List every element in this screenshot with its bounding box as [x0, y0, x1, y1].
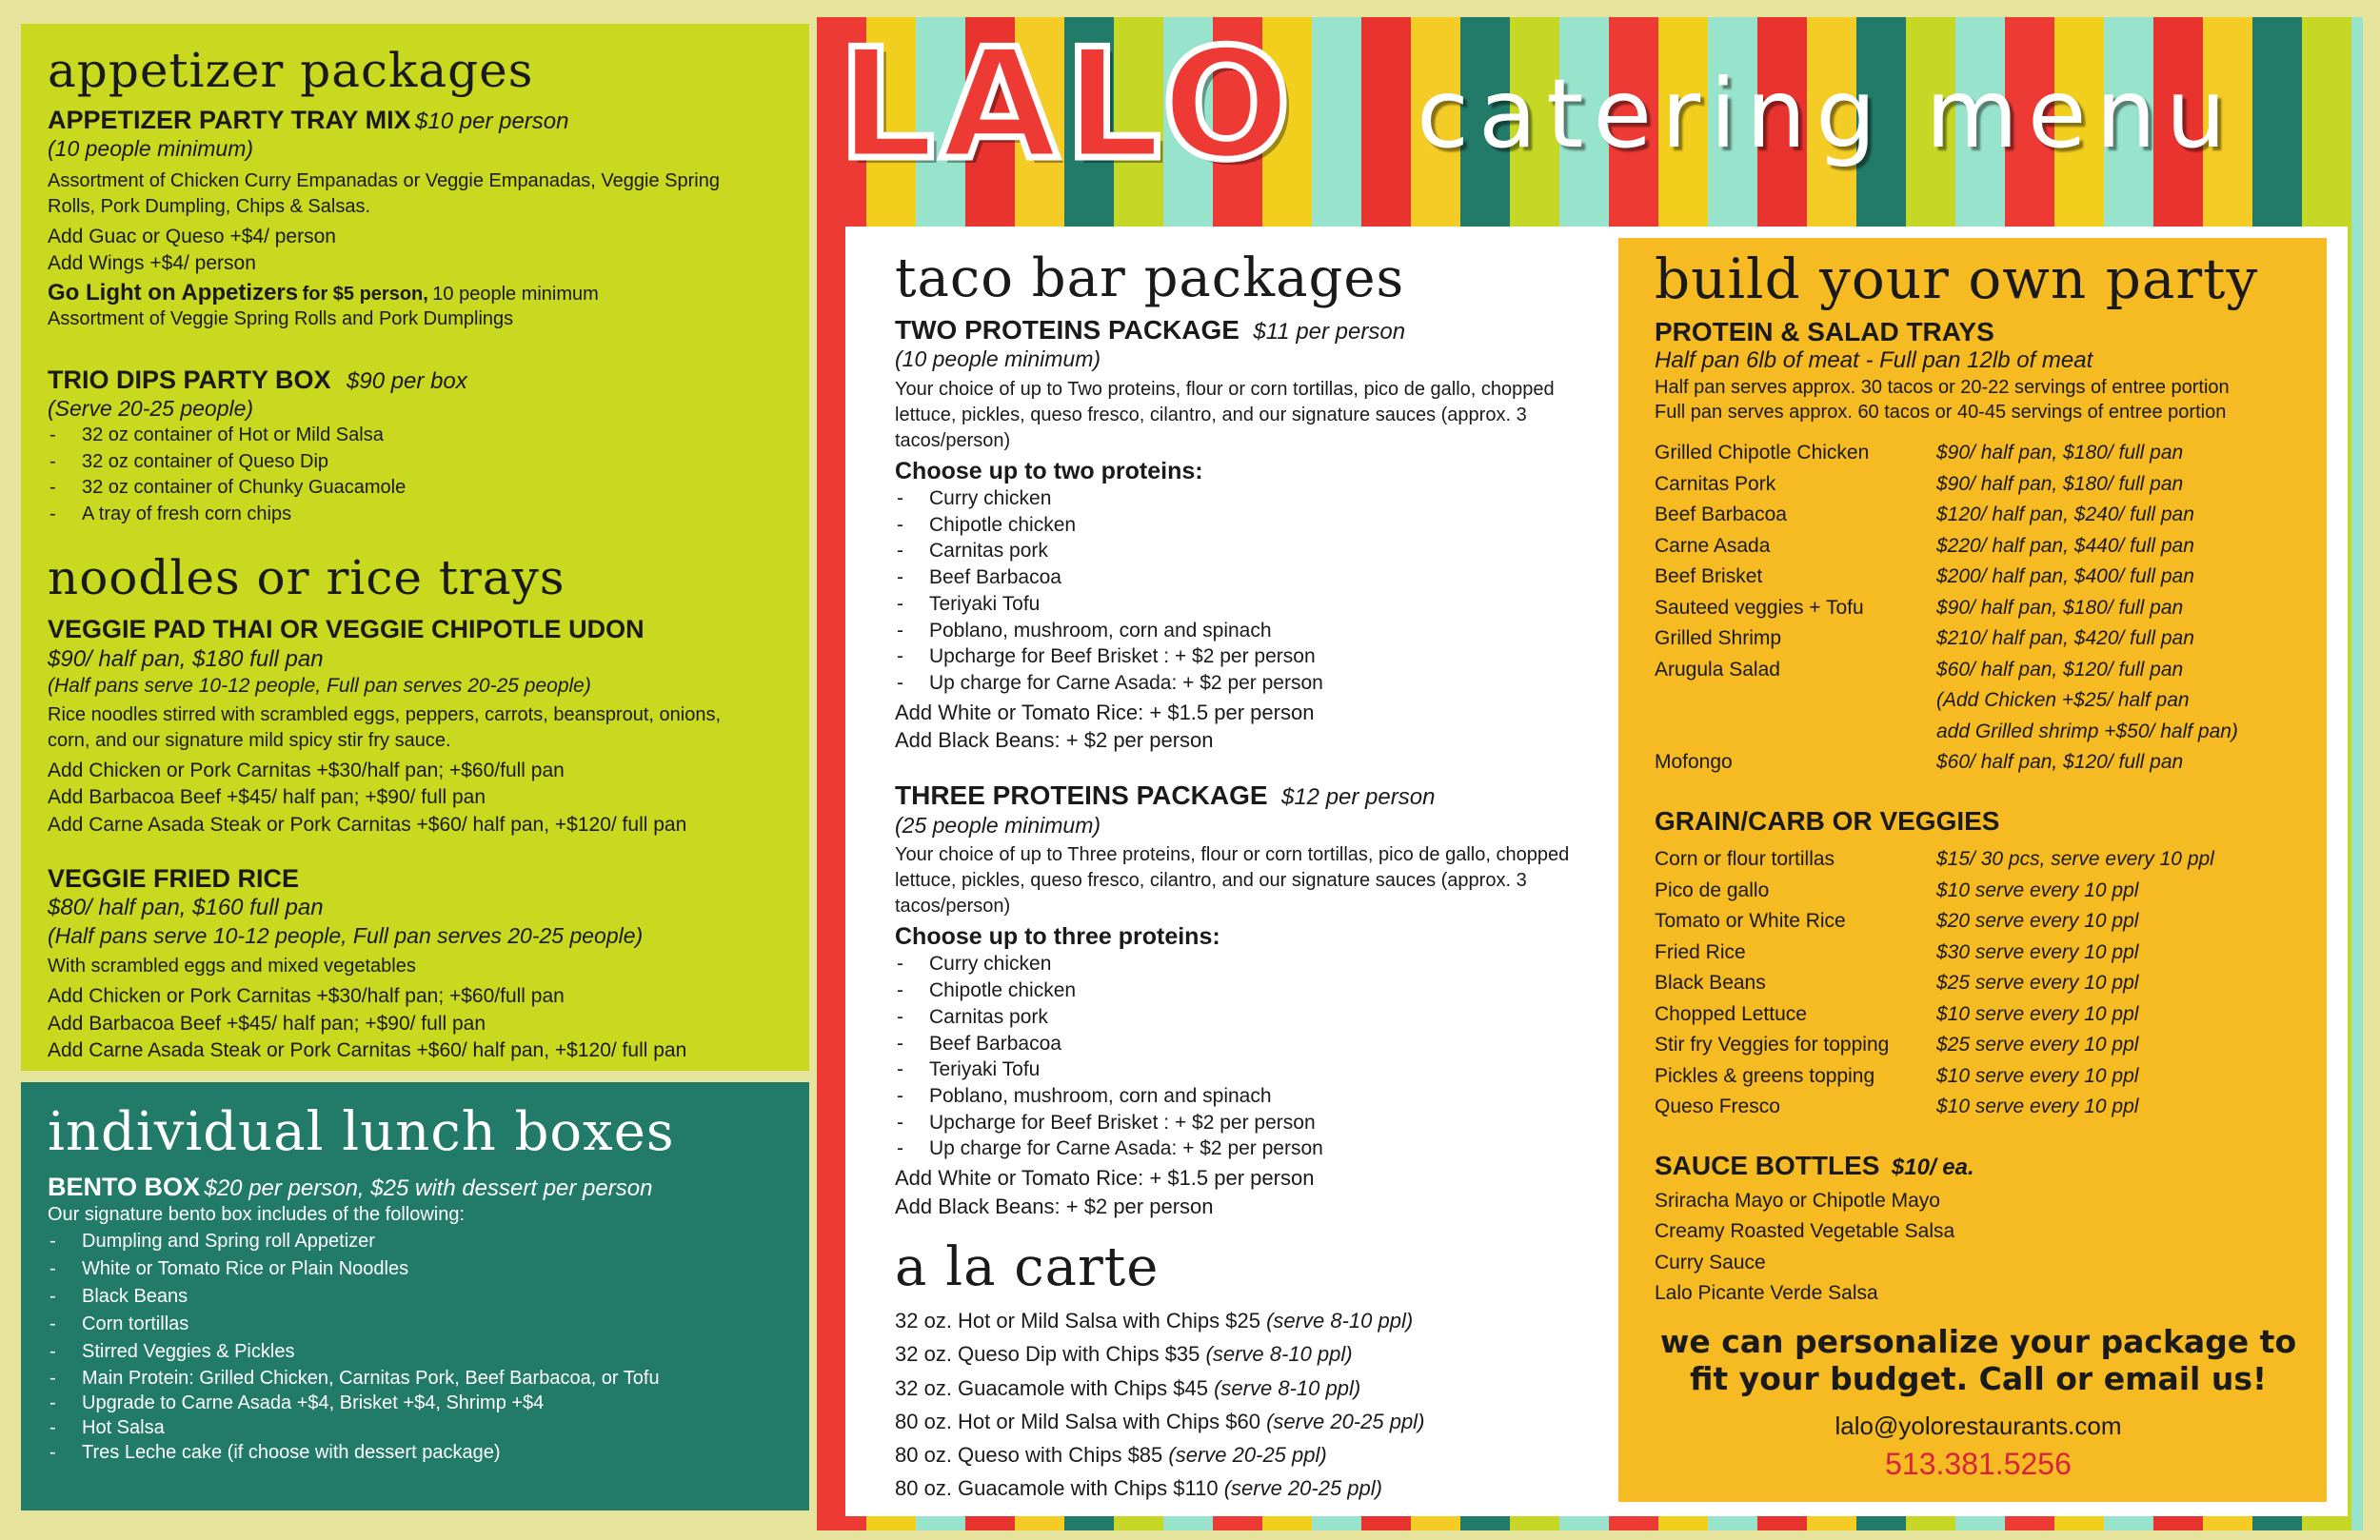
- list-item: - Teriyaki Tofu: [895, 1056, 1590, 1083]
- list-item: Lalo Picante Verde Salsa: [1655, 1282, 1878, 1305]
- list-item: - Carnitas pork: [895, 538, 1590, 564]
- list-item: - Upcharge for Beef Brisket : + $2 per person: [895, 1110, 1590, 1136]
- table-row: Pico de gallo $10 serve every 10 ppl: [1655, 879, 2139, 901]
- two-proteins-min: (10 people minimum): [895, 346, 1101, 372]
- trays-note-full: Full pan serves approx. 60 tacos or 40-45 servings of entree portion: [1655, 402, 2227, 424]
- padthai-serve: (Half pans serve 10-12 people, Full pan serves 20-25 people): [48, 674, 591, 697]
- grain-table: [1655, 844, 2302, 1123]
- appetizer-tray-minimum: (10 people minimum): [48, 136, 254, 162]
- list-item: - Poblano, mushroom, corn and spinach: [895, 1083, 1590, 1110]
- trays-sub: Half pan 6lb of meat - Full pan 12lb of meat: [1655, 347, 2093, 374]
- trio-list: [48, 423, 783, 527]
- list-item: Curry Sauce: [1655, 1251, 1766, 1273]
- three-proteins-desc: Your choice of up to Three proteins, flour or corn tortillas, pico de gallo, chopped lettuce, pickles, queso fresco, cilantro, and our signature sauces (approx. 3 tacos/person): [895, 844, 1570, 918]
- promo-line-2: fit your budget. Call or email us!: [1689, 1360, 2268, 1398]
- list-item: - Upgrade to Carne Asada +$4, Brisket +$4, Shrimp +$4: [48, 1391, 783, 1415]
- list-item: - Chipotle chicken: [895, 977, 1590, 1004]
- list-item: - Carnitas pork: [895, 1004, 1590, 1031]
- lunch-boxes-panel: [21, 1082, 809, 1510]
- sauce-list: [1655, 1186, 2302, 1310]
- rice-add-barbacoa: Add Barbacoa Beef +$45/ half pan; +$90/ full pan: [48, 1012, 486, 1035]
- lunch-heading: individual lunch boxes: [48, 1101, 675, 1163]
- trays-note-half: Half pan serves approx. 30 tacos or 20-22 servings of entree portion: [1655, 377, 2230, 399]
- rice-price: $80/ half pan, $160 full pan: [48, 895, 324, 921]
- list-item: - Tres Leche cake (if choose with dessert package): [48, 1440, 783, 1465]
- list-item: - 32 oz container of Chunky Guacamole: [48, 475, 783, 502]
- table-row: Mofongo $60/ half pan, $120/ full pan: [1655, 751, 2184, 774]
- rice-add-asada: Add Carne Asada Steak or Pork Carnitas +$60/ half pan, +$120/ full pan: [48, 1038, 687, 1061]
- sauce-title: SAUCE BOTTLES: [1655, 1150, 1880, 1180]
- table-row: Stir fry Veggies for topping $25 serve every 10 ppl: [1655, 1034, 2139, 1056]
- three-add-rice: Add White or Tomato Rice: + $1.5 per person: [895, 1166, 1315, 1191]
- list-item: - White or Tomato Rice or Plain Noodles: [48, 1255, 783, 1283]
- list-item: - Chipotle chicken: [895, 512, 1590, 539]
- golight-desc: Assortment of Veggie Spring Rolls and Pork Dumplings: [48, 307, 514, 329]
- build-party-section: [1655, 249, 2302, 1482]
- list-item: 32 oz. Hot or Mild Salsa with Chips $25 (serve 8-10 ppl): [895, 1309, 1414, 1333]
- list-item: - Beef Barbacoa: [895, 564, 1590, 591]
- two-proteins-list: [895, 485, 1590, 697]
- addon-wings: Add Wings +$4/ person: [48, 252, 256, 275]
- list-item: - Black Beans: [48, 1283, 783, 1311]
- appetizer-noodles-panel: [21, 24, 809, 1071]
- golight-min: 10 people minimum: [432, 283, 599, 305]
- catering-menu-title: catering menu: [1417, 58, 2236, 169]
- bento-list: [48, 1228, 783, 1465]
- taco-heading: taco bar packages: [895, 247, 1405, 309]
- three-proteins-list: [895, 951, 1590, 1162]
- three-proteins-min: (25 people minimum): [895, 812, 1101, 838]
- list-item: - Poblano, mushroom, corn and spinach: [895, 618, 1590, 644]
- three-proteins-choose: Choose up to three proteins:: [895, 923, 1220, 951]
- bento-header: [48, 1172, 783, 1202]
- bento-desc: Our signature bento box includes of the following:: [48, 1203, 466, 1225]
- table-row: Grilled Chipotle Chicken $90/ half pan, $180/ full pan: [1655, 442, 2184, 464]
- rice-title: VEGGIE FRIED RICE: [48, 864, 300, 894]
- two-proteins-title: TWO PROTEINS PACKAGE: [895, 314, 1240, 345]
- trio-header: [48, 365, 783, 395]
- rice-desc: With scrambled eggs and mixed vegetables: [48, 956, 416, 977]
- golight-line: [48, 280, 783, 306]
- bento-price: $20 per person, $25 with dessert per person: [204, 1175, 653, 1201]
- taco-bar-section: [895, 249, 1590, 1505]
- contact-email[interactable]: lalo@yolorestaurants.com: [1835, 1411, 2122, 1440]
- list-item: - Up charge for Carne Asada: + $2 per person: [895, 1135, 1590, 1162]
- table-row: Pickles & greens topping $10 serve every 10 ppl: [1655, 1064, 2139, 1087]
- table-row: Carnitas Pork $90/ half pan, $180/ full pan: [1655, 472, 2184, 495]
- party-heading: build your own party: [1655, 247, 2259, 311]
- grain-title: GRAIN/CARB OR VEGGIES: [1655, 805, 2000, 836]
- padthai-price: $90/ half pan, $180 full pan: [48, 645, 324, 672]
- list-item: 80 oz. Queso with Chips $85 (serve 20-25 ppl): [895, 1442, 1327, 1467]
- list-item: - 32 oz container of Queso Dip: [48, 449, 783, 476]
- two-proteins-choose: Choose up to two proteins:: [895, 457, 1203, 484]
- list-item: - Beef Barbacoa: [895, 1031, 1590, 1057]
- list-item: - A tray of fresh corn chips: [48, 502, 783, 528]
- trio-title: TRIO DIPS PARTY BOX: [48, 365, 331, 394]
- three-proteins-header: [895, 780, 1590, 812]
- table-row: Fried Rice $30 serve every 10 ppl: [1655, 940, 2139, 963]
- list-item: - Dumpling and Spring roll Appetizer: [48, 1228, 783, 1255]
- list-item: - Corn tortillas: [48, 1311, 783, 1338]
- three-proteins-price: $12 per person: [1280, 784, 1436, 811]
- trays-table: [1655, 438, 2302, 779]
- list-item: - 32 oz container of Hot or Mild Salsa: [48, 423, 783, 449]
- list-item: 32 oz. Guacamole with Chips $45 (serve 8-10 ppl): [895, 1375, 1361, 1400]
- promo-line-1: we can personalize your package to: [1659, 1322, 2297, 1360]
- table-row: Sauteed veggies + Tofu $90/ half pan, $180/ full pan: [1655, 596, 2184, 619]
- trio-price: $90 per box: [347, 367, 467, 394]
- addon-guac: Add Guac or Queso +$4/ person: [48, 226, 336, 248]
- list-item: - Curry chicken: [895, 485, 1590, 512]
- table-row: Tomato or White Rice $20 serve every 10 ppl: [1655, 910, 2139, 933]
- list-item: Sriracha Mayo or Chipotle Mayo: [1655, 1189, 1940, 1212]
- list-item: - Main Protein: Grilled Chicken, Carnitas Pork, Beef Barbacoa, or Tofu: [48, 1366, 783, 1391]
- table-row: Arugula Salad $60/ half pan, $120/ full pan: [1655, 658, 2184, 681]
- carte-heading: a la carte: [895, 1235, 1160, 1298]
- trio-serve: (Serve 20-25 people): [48, 396, 254, 422]
- rice-serve: (Half pans serve 10-12 people, Full pan serves 20-25 people): [48, 923, 644, 949]
- appetizer-tray-desc: Assortment of Chicken Curry Empanadas or Veggie Empanadas, Veggie Spring Rolls, Pork Dumpling, Chips & Salsas.: [48, 170, 720, 218]
- promo-text: [1655, 1323, 2302, 1398]
- three-proteins-title: THREE PROTEINS PACKAGE: [895, 780, 1268, 811]
- noodles-heading: noodles or rice trays: [48, 550, 565, 606]
- two-add-beans: Add Black Beans: + $2 per person: [895, 728, 1214, 753]
- table-row: Beef Brisket $200/ half pan, $400/ full pan: [1655, 565, 2194, 588]
- list-item: 80 oz. Hot or Mild Salsa with Chips $60 (serve 20-25 ppl): [895, 1409, 1425, 1433]
- padthai-desc: Rice noodles stirred with scrambled eggs, peppers, carrots, beansprout, onions, corn, and our signature mild spicy stir fry sauce.: [48, 703, 722, 751]
- padthai-title: VEGGIE PAD THAI OR VEGGIE CHIPOTLE UDON: [48, 615, 645, 644]
- list-item: 32 oz. Queso Dip with Chips $35 (serve 8-10 ppl): [895, 1342, 1353, 1367]
- carte-list: [895, 1304, 1590, 1505]
- padthai-add-barbacoa: Add Barbacoa Beef +$45/ half pan; +$90/ full pan: [48, 786, 486, 809]
- table-row: Carne Asada $220/ half pan, $440/ full pan: [1655, 534, 2194, 557]
- two-add-rice: Add White or Tomato Rice: + $1.5 per person: [895, 700, 1315, 724]
- appetizer-tray-price: $10 per person: [415, 109, 569, 134]
- appetizer-tray-header: [48, 105, 783, 135]
- trays-title: PROTEIN & SALAD TRAYS: [1655, 316, 1994, 346]
- two-proteins-desc: Your choice of up to Two proteins, flour or corn tortillas, pico de gallo, chopped lettuce, pickles, queso fresco, cilantro, and our signature sauces (approx. 3 tacos/person): [895, 378, 1555, 451]
- two-proteins-price: $11 per person: [1253, 318, 1406, 345]
- bento-title: BENTO BOX: [48, 1172, 201, 1201]
- list-item: - Curry chicken: [895, 951, 1590, 977]
- lalo-logo: LALO: [838, 15, 1298, 193]
- list-item: - Up charge for Carne Asada: + $2 per person: [895, 670, 1590, 697]
- padthai-add-asada: Add Carne Asada Steak or Pork Carnitas +$60/ half pan, +$120/ full pan: [48, 813, 687, 836]
- list-item: 80 oz. Guacamole with Chips $110 (serve 20-25 ppl): [895, 1476, 1382, 1501]
- table-row: add Grilled shrimp +$50/ half pan): [1936, 720, 2238, 742]
- two-proteins-header: [895, 314, 1590, 346]
- sauce-price: $10/ ea.: [1891, 1154, 1974, 1180]
- table-row: Beef Barbacoa $120/ half pan, $240/ full pan: [1655, 503, 2194, 526]
- table-row: Grilled Shrimp $210/ half pan, $420/ full pan: [1655, 627, 2194, 650]
- three-add-beans: Add Black Beans: + $2 per person: [895, 1194, 1214, 1218]
- table-row: Chopped Lettuce $10 serve every 10 ppl: [1655, 1002, 2139, 1025]
- list-item: - Stirred Veggies & Pickles: [48, 1338, 783, 1366]
- list-item: Creamy Roasted Vegetable Salsa: [1655, 1220, 1955, 1243]
- list-item: - Teriyaki Tofu: [895, 591, 1590, 618]
- golight-title: Go Light on Appetizers: [48, 279, 299, 306]
- padthai-add-chicken: Add Chicken or Pork Carnitas +$30/half pan; +$60/full pan: [48, 759, 565, 781]
- appetizer-tray-title: APPETIZER PARTY TRAY MIX: [48, 106, 411, 134]
- list-item: - Upcharge for Beef Brisket : + $2 per person: [895, 643, 1590, 670]
- list-item: - Hot Salsa: [48, 1415, 783, 1440]
- table-row: (Add Chicken +$25/ half pan: [1936, 689, 2190, 712]
- contact-phone[interactable]: 513.381.5256: [1885, 1446, 2072, 1481]
- table-row: Corn or flour tortillas $15/ 30 pcs, serve every 10 ppl: [1655, 848, 2214, 871]
- table-row: Black Beans $25 serve every 10 ppl: [1655, 972, 2139, 995]
- appetizer-heading: appetizer packages: [48, 43, 534, 98]
- sauce-header: [1655, 1150, 2302, 1182]
- table-row: Queso Fresco $10 serve every 10 ppl: [1655, 1096, 2139, 1118]
- golight-price: for $5 person,: [302, 283, 428, 305]
- rice-add-chicken: Add Chicken or Pork Carnitas +$30/half pan; +$60/full pan: [48, 985, 565, 1008]
